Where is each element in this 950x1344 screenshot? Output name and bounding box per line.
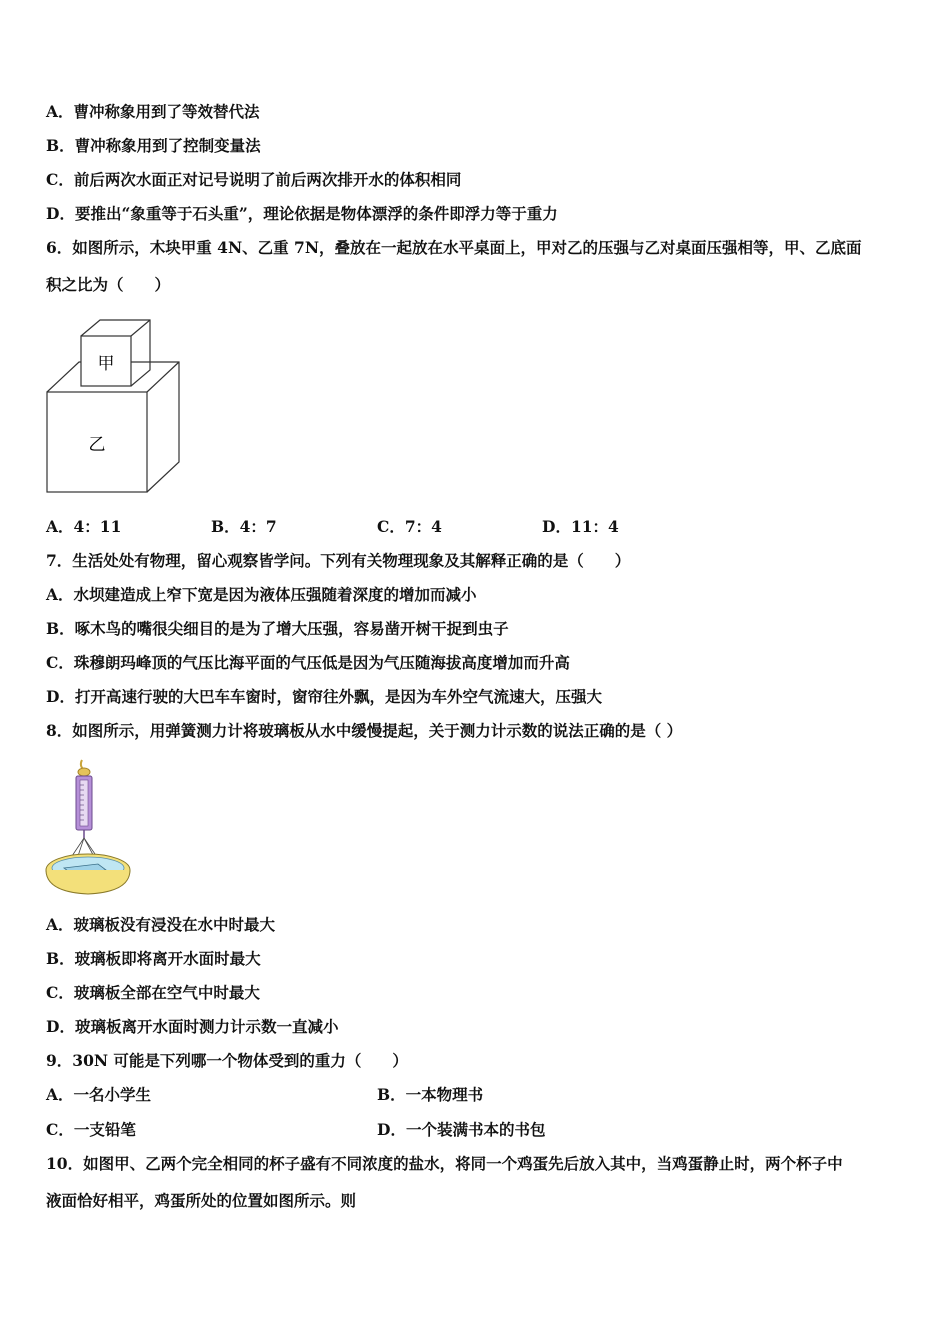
q7-option-c: C．珠穆朗玛峰顶的气压比海平面的气压低是因为气压随海拔高度增加而升高: [46, 653, 570, 672]
q9-stem: 9．30N 可能是下列哪一个物体受到的重力（ ）: [46, 1051, 408, 1070]
q10-stem-line2: 液面恰好相平，鸡蛋所处的位置如图所示。则: [46, 1191, 357, 1210]
q5-option-d: D．要推出“象重等于石头重”，理论依据是物体漂浮的条件即浮力等于重力: [46, 204, 558, 223]
q8-option-a: A．玻璃板没有浸没在水中时最大: [46, 915, 276, 934]
q6-option-d: D．11：4: [542, 517, 619, 536]
q7-stem: 7．生活处处有物理，留心观察皆学问。下列有关物理现象及其解释正确的是（ ）: [46, 551, 631, 570]
spring-scale-figure: [44, 758, 136, 898]
block-jia-label: 甲: [97, 354, 115, 374]
q6-option-b: B．4：7: [211, 517, 277, 536]
q9-option-d: D．一个装满书本的书包: [377, 1120, 546, 1139]
q5-option-b: B．曹冲称象用到了控制变量法: [46, 136, 261, 155]
q5-option-a: A．曹冲称象用到了等效替代法: [46, 102, 260, 121]
q10-stem-line1: 10．如图甲、乙两个完全相同的杯子盛有不同浓度的盐水，将同一个鸡蛋先后放入其中，当鸡蛋静止时，两个杯子中: [46, 1154, 843, 1173]
q8-option-d: D．玻璃板离开水面时测力计示数一直减小: [46, 1017, 339, 1036]
q8-stem: 8．如图所示，用弹簧测力计将玻璃板从水中缓慢提起，关于测力计示数的说法正确的是（ ）: [46, 721, 683, 740]
q7-option-d: D．打开高速行驶的大巴车车窗时，窗帘往外飘，是因为车外空气流速大，压强大: [46, 687, 602, 706]
q9-option-a: A．一名小学生: [46, 1085, 152, 1104]
q5-option-c: C．前后两次水面正对记号说明了前后两次排开水的体积相同: [46, 170, 462, 189]
q7-option-b: B．啄木鸟的嘴很尖细目的是为了增大压强，容易凿开树干捉到虫子: [46, 619, 509, 638]
q8-option-c: C．玻璃板全部在空气中时最大: [46, 983, 260, 1002]
q6-option-c: C．7：4: [377, 517, 442, 536]
q6-stem-line1: 6．如图所示，木块甲重 4N、乙重 7N，叠放在一起放在水平桌面上，甲对乙的压强与乙对桌面压强相等，甲、乙底面: [46, 238, 862, 257]
q6-option-a: A．4：11: [46, 517, 122, 536]
stacked-blocks-figure: [44, 316, 184, 498]
q9-option-c: C．一支铅笔: [46, 1120, 136, 1139]
q7-option-a: A．水坝建造成上窄下宽是因为液体压强随着深度的增加而减小: [46, 585, 477, 604]
q8-option-b: B．玻璃板即将离开水面时最大: [46, 949, 261, 968]
block-yi-label: 乙: [88, 435, 106, 455]
q9-option-b: B．一本物理书: [377, 1085, 484, 1104]
q6-stem-line2: 积之比为（ ）: [46, 275, 171, 294]
